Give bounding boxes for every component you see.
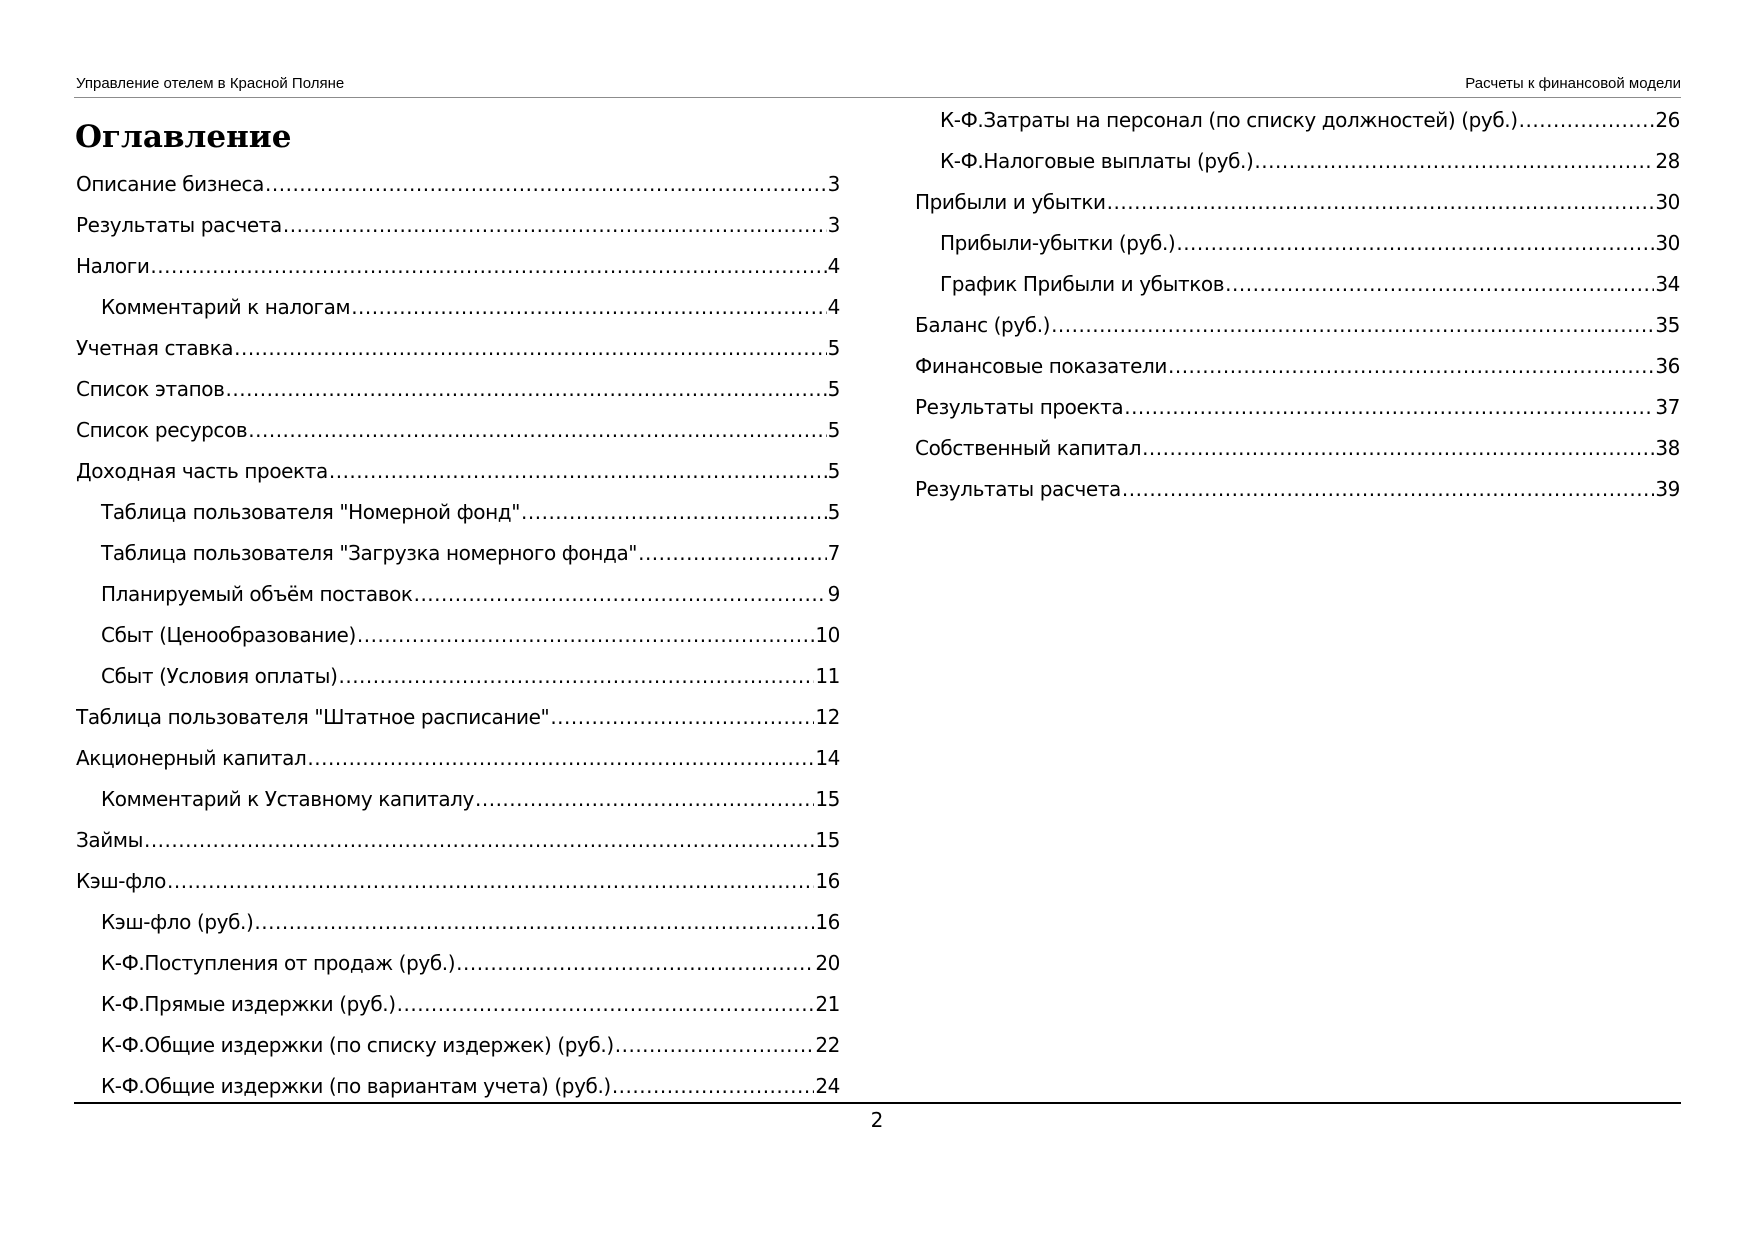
toc-entry-page: 15 [815,828,840,852]
toc-entry[interactable] [915,428,1680,469]
dot-leader [234,328,827,369]
toc-entry[interactable] [76,820,840,861]
toc-entry[interactable] [76,697,840,738]
dot-leader [1254,141,1654,182]
toc-entry-page: 3 [827,172,840,196]
toc-entry[interactable] [76,164,840,205]
toc-entry-title: Баланс (руб.) [915,313,1051,337]
dot-leader [150,246,826,287]
toc-entry-page: 5 [827,377,840,401]
toc-entry-page: 10 [815,623,840,647]
dot-leader [456,943,814,984]
toc-entry-page: 7 [827,541,840,565]
toc-entry[interactable] [915,100,1680,141]
toc-entry-page: 5 [827,459,840,483]
toc-entry[interactable] [76,861,840,902]
toc-heading: Оглавление [75,119,292,155]
toc-left-column [76,164,840,1107]
toc-entry-title: Таблица пользователя "Штатное расписание" [76,705,550,729]
toc-entry-page: 3 [827,213,840,237]
toc-entry-title: Займы [76,828,143,852]
dot-leader [1107,182,1655,223]
toc-entry-title: Учетная ставка [76,336,234,360]
toc-entry-page: 28 [1655,149,1680,173]
toc-entry[interactable] [76,615,840,656]
toc-entry-page: 30 [1655,190,1680,214]
dot-leader [414,574,827,615]
toc-entry-page: 39 [1655,477,1680,501]
dot-leader [254,902,814,943]
toc-entry[interactable] [76,410,840,451]
dot-leader [248,410,826,451]
toc-entry[interactable] [76,492,840,533]
toc-entry-title: Результаты расчета [76,213,282,237]
toc-entry-title: Список ресурсов [76,418,248,442]
toc-entry-title: Акционерный капитал [76,746,307,770]
toc-entry-page: 36 [1655,354,1680,378]
toc-entry[interactable] [915,469,1680,510]
dot-leader [144,820,814,861]
toc-entry-title: График Прибыли и убытков [940,272,1225,296]
toc-entry-title: Доходная часть проекта [76,459,328,483]
toc-entry[interactable] [76,1025,840,1066]
toc-entry-title: Собственный капитал [915,436,1142,460]
toc-entry-title: Таблица пользователя "Загрузка номерного фонда" [101,541,638,565]
toc-entry-page: 9 [827,582,840,606]
toc-entry-title: Кэш-фло (руб.) [101,910,254,934]
toc-entry-title: Сбыт (Ценообразование) [101,623,356,647]
toc-entry[interactable] [915,223,1680,264]
toc-entry-title: Прибыли и убытки [915,190,1106,214]
dot-leader [1225,264,1654,305]
header-divider [74,97,1681,98]
dot-leader [1124,387,1654,428]
toc-entry-title: К-Ф.Затраты на персонал (по списку должностей) (руб.) [940,108,1518,132]
toc-entry-title: Прибыли-убытки (руб.) [940,231,1176,255]
dot-leader [329,451,827,492]
dot-leader [475,779,814,820]
toc-entry[interactable] [76,533,840,574]
toc-entry[interactable] [76,369,840,410]
dot-leader [638,533,827,574]
toc-entry-title: Налоги [76,254,150,278]
toc-entry-page: 35 [1655,313,1680,337]
dot-leader [397,984,815,1025]
dot-leader [550,697,814,738]
dot-leader [265,164,827,205]
running-header-section: Расчеты к финансовой модели [1465,75,1681,92]
dot-leader [226,369,827,410]
dot-leader [1142,428,1654,469]
toc-entry[interactable] [76,574,840,615]
dot-leader [521,492,827,533]
dot-leader [612,1066,815,1107]
toc-entry[interactable] [76,902,840,943]
toc-entry[interactable] [915,346,1680,387]
toc-entry-title: Комментарий к Уставному капиталу [101,787,474,811]
toc-entry[interactable] [76,246,840,287]
toc-entry-title: Кэш-фло [76,869,167,893]
toc-entry-page: 30 [1655,231,1680,255]
toc-entry-page: 37 [1655,395,1680,419]
toc-entry-title: Финансовые показатели [915,354,1167,378]
dot-leader [307,738,814,779]
toc-entry-page: 5 [827,418,840,442]
page-number: 2 [870,1108,884,1132]
dot-leader [1176,223,1654,264]
toc-entry-title: К-Ф.Поступления от продаж (руб.) [101,951,456,975]
toc-right-column [915,100,1680,510]
toc-entry[interactable] [76,779,840,820]
toc-entry-page: 4 [827,254,840,278]
toc-entry-title: Планируемый объём поставок [101,582,413,606]
footer-divider [74,1102,1681,1104]
toc-entry[interactable] [915,305,1680,346]
toc-entry-title: Список этапов [76,377,225,401]
toc-entry-page: 34 [1655,272,1680,296]
toc-entry[interactable] [76,943,840,984]
toc-entry-title: К-Ф.Общие издержки (по вариантам учета) (руб.) [101,1074,611,1098]
toc-entry-title: Таблица пользователя "Номерной фонд" [101,500,521,524]
dot-leader [357,615,814,656]
toc-entry-title: К-Ф.Налоговые выплаты (руб.) [940,149,1254,173]
toc-entry-page: 12 [815,705,840,729]
toc-entry[interactable] [915,387,1680,428]
toc-entry-title: Результаты расчета [915,477,1121,501]
toc-entry[interactable] [76,205,840,246]
toc-entry-title: Описание бизнеса [76,172,265,196]
toc-entry-page: 24 [815,1074,840,1098]
toc-entry[interactable] [915,264,1680,305]
dot-leader [1051,305,1654,346]
toc-entry-page: 38 [1655,436,1680,460]
dot-leader [167,861,814,902]
dot-leader [1122,469,1654,510]
dot-leader [283,205,827,246]
toc-entry[interactable] [76,328,840,369]
toc-entry-page: 16 [815,910,840,934]
running-header-title: Управление отелем в Красной Поляне [76,75,345,92]
dot-leader [615,1025,815,1066]
toc-entry[interactable] [76,656,840,697]
toc-entry-page: 5 [827,500,840,524]
toc-entry-title: К-Ф.Прямые издержки (руб.) [101,992,396,1016]
toc-entry-page: 26 [1655,108,1680,132]
toc-entry-page: 15 [815,787,840,811]
dot-leader [1168,346,1654,387]
toc-entry[interactable] [76,287,840,328]
toc-entry-page: 4 [827,295,840,319]
toc-entry[interactable] [76,451,840,492]
toc-entry-page: 20 [815,951,840,975]
dot-leader [351,287,826,328]
toc-entry-page: 16 [815,869,840,893]
toc-entry[interactable] [76,738,840,779]
toc-entry[interactable] [915,182,1680,223]
toc-entry-title: Сбыт (Условия оплаты) [101,664,338,688]
toc-entry-page: 14 [815,746,840,770]
dot-leader [1519,100,1655,141]
toc-entry-title: Комментарий к налогам [101,295,351,319]
toc-entry-title: К-Ф.Общие издержки (по списку издержек) (руб.) [101,1033,614,1057]
toc-entry-page: 5 [827,336,840,360]
toc-entry[interactable] [76,984,840,1025]
toc-entry[interactable] [76,1066,840,1107]
dot-leader [338,656,814,697]
toc-entry-page: 22 [815,1033,840,1057]
toc-entry-title: Результаты проекта [915,395,1124,419]
toc-entry[interactable] [915,141,1680,182]
toc-entry-page: 21 [815,992,840,1016]
toc-entry-page: 11 [815,664,840,688]
